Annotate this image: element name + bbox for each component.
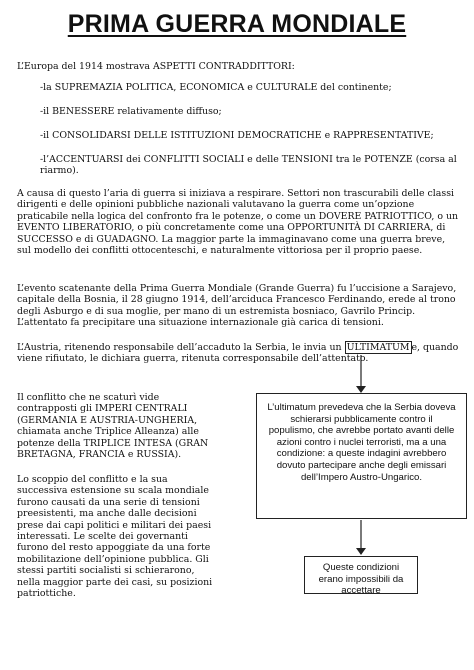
ultimatum-keyword: ULTIMATUM — [346, 342, 410, 353]
conclusion-text: Queste condizioni erano impossibili da accettare — [318, 562, 404, 597]
intro-text: L’Europa del 1914 mostrava ASPETTI CONTRADDITTORI: — [17, 61, 295, 72]
paragraph-causes: Lo scoppio del conflitto e la sua successiva estensione su scala mondiale furono causati da una serie di tensioni preesistenti, ma anche dalle decisioni prese dai capi politici e militari dei paesi interessati. Le scelte dei governanti furono del resto appoggiate da una forte mobilitazione dell’opinione pubblica. Gli stessi partiti socialisti si schierarono, nella maggior parte dei casi, su posizioni patriottiche. — [17, 474, 213, 600]
bullet-1: -la SUPREMAZIA POLITICA, ECONOMICA e CULTURALE del continente; — [40, 82, 392, 93]
bullet-3: -il CONSOLIDARSI DELLE ISTITUZIONI DEMOCRATICHE e RAPPRESENTATIVE; — [40, 130, 434, 141]
paragraph-war-climate: A causa di questo l’aria di guerra si iniziava a respirare. Settori non trascurabili delle classi dirigenti e delle opinioni pubbliche nazionali valutavano la guerra come un’opzione praticabile nella logica del confronto fra le potenze, o come un DOVERE PATRIOTTICO, o un EVENTO LIBERATORIO, o più concretamente come una OPPORTUNITÀ DI CARRIERA, di SUCCESSO e di GUADAGNO. La maggior parte la immaginavano come una guerra breve, sul modello dei conflitti ottocenteschi, e naturalmente vittoriosa per il proprio paese. — [17, 188, 459, 257]
arrow-head-bottom — [356, 548, 366, 555]
arrow-head-top — [356, 386, 366, 393]
paragraph-sarajevo: L’evento scatenante della Prima Guerra Mondiale (Grande Guerra) fu l’uccisione a Sarajevo, capitale della Bosnia, il 28 giugno 1914, dell’arciduca Francesco Ferdinando, erede al trono degli Asburgo e di sua moglie, per mano di un estremista bosniaco, Gavrilo Princip. L’attentato fa precipitare una situazione internazionale già carica di tensioni. — [17, 283, 457, 329]
paragraph-alliances: Il conflitto che ne scaturì vide contrapposti gli IMPERI CENTRALI (GERMANIA E AUSTRIA-UNGHERIA, chiamata anche Triplice Alleanza) alle potenze della TRIPLICE INTESA (GRAN BRETAGNA, FRANCIA e RUSSIA). — [17, 392, 209, 461]
conclusion-box — [304, 556, 418, 597]
page-title: PRIMA GUERRA MONDIALE — [67, 10, 407, 38]
bullet-4: -l’ACCENTUARSI dei CONFLITTI SOCIALI e delle TENSIONI tra le POTENZE (corsa al riarmo). — [40, 154, 457, 177]
ultimatum-explanation-text: L’ultimatum prevedeva che la Serbia doveva schierarsi pubblicamente contro il populismo, che avrebbe portato avanti delle azioni contro i nuclei terroristi, ma a una condizione: a queste indagini avrebbero dovuto partecipare anche degli emissari dell’Impero Austro-Ungarico. — [267, 402, 456, 483]
ultimatum-explanation-box — [256, 393, 467, 519]
ultimatum-text-after: e, quando viene rifiutato, le dichiara guerra, ritenuta corresponsabile dell’attentato. — [17, 342, 459, 365]
bullet-2: -il BENESSERE relativamente diffuso; — [40, 106, 222, 117]
ultimatum-text-before: L’Austria, ritenendo responsabile dell’accaduto la Serbia, le invia un — [17, 342, 342, 353]
